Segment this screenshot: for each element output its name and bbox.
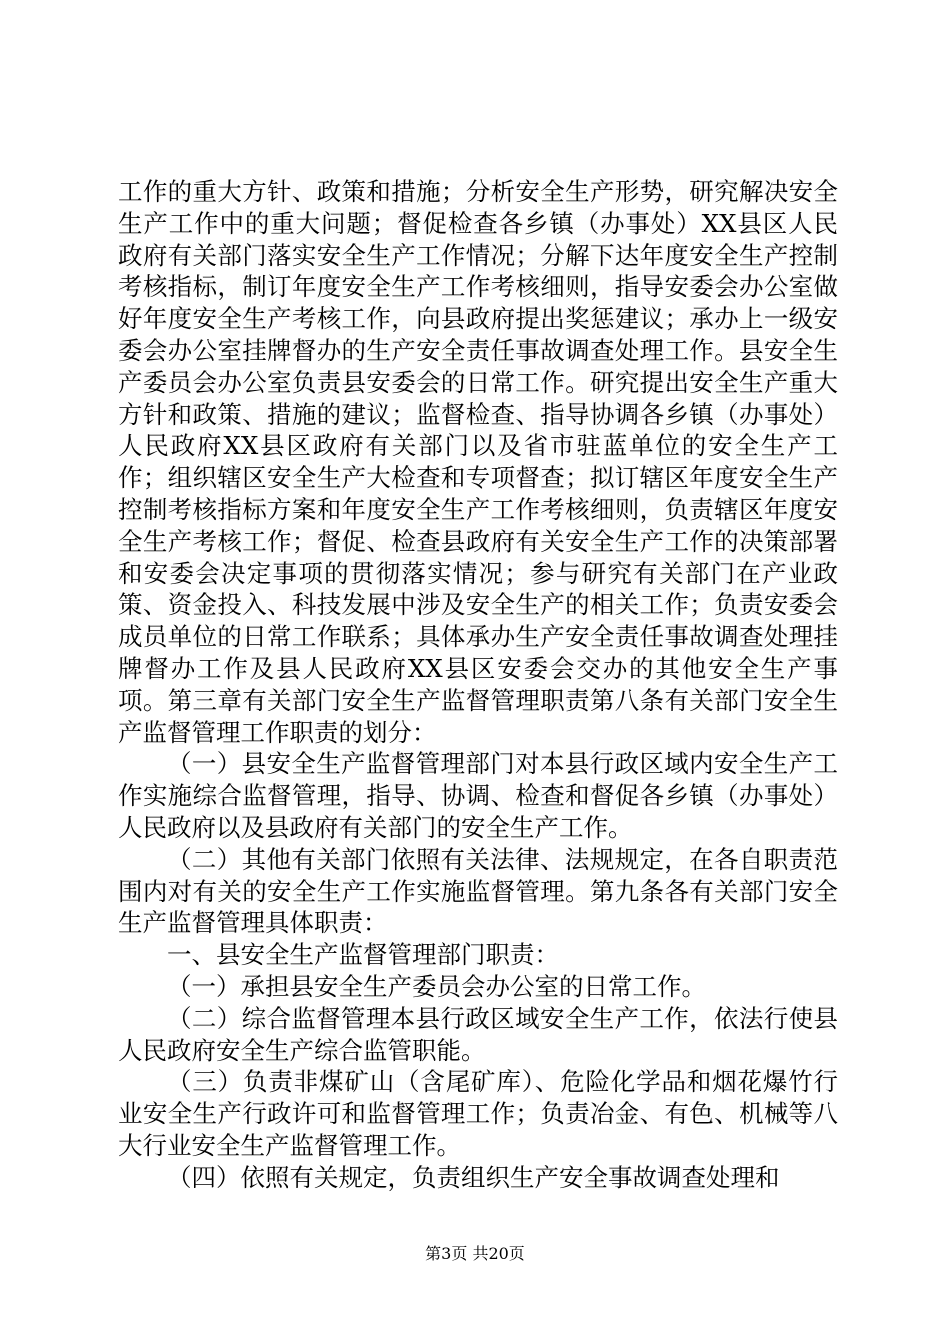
paragraph-6: （二）综合监督管理本县行政区域安全生产工作，依法行使县人民政府安全生产综合监管职能。	[118, 1003, 838, 1065]
paragraph-2: （一）县安全生产监督管理部门对本县行政区域内安全生产工作实施综合监督管理，指导、协调、检查和督促各乡镇（办事处）人民政府以及县政府有关部门的安全生产工作。	[118, 749, 838, 842]
paragraph-4: 一、县安全生产监督管理部门职责：	[167, 940, 559, 970]
paragraph-1: 工作的重大方针、政策和措施；分析安全生产形势，研究解决安全生产工作中的重大问题；督促检查各乡镇（办事处）XX县区人民政府有关部门落实安全生产工作情况；分解下达年度安全生产控制考核指标，制订年度安全生产工作考核细则，指导安委会办公室做好年度安全生产考核工作，向县政府提出奖惩建议；承办上一级安委会办公室挂牌督办的生产安全责任事故调查处理工作。县安全生产委员会办公室负责县安委会的日常工作。研究提出安全生产重大方针和政策、措施的建议；监督检查、指导协调各乡镇（办事处）人民政府XX县区政府有关部门以及省市驻蓝单位的安全生产工作；组织辖区安全生产大检查和专项督查；拟订辖区年度安全生产控制考核指标方案和年度安全生产工作考核细则，负责辖区年度安全生产考核工作；督促、检查县政府有关安全生产工作的决策部署和安委会决定事项的贯彻落实情况；参与研究有关部门在产业政策、资金投入、科技发展中涉及安全生产的相关工作；负责安委会成员单位的日常工作联系；具体承办生产安全责任事故调查处理挂牌督办工作及县人民政府XX县区安委会交办的其他安全生产事项。第三章有关部门安全生产监督管理职责第八条有关部门安全生产监督管理工作职责的划分：	[118, 177, 838, 747]
document-body	[118, 176, 838, 1194]
paragraph-5: （一）承担县安全生产委员会办公室的日常工作。	[167, 971, 706, 1001]
page-footer	[0, 1244, 950, 1264]
page-number: 第3页 共20页	[425, 1244, 525, 1263]
paragraph-8: （四）依照有关规定，负责组织生产安全事故调查处理和	[167, 1162, 780, 1192]
paragraph-7: （三）负责非煤矿山（含尾矿库）、危险化学品和烟花爆竹行业安全生产行政许可和监督管理工作；负责冶金、有色、机械等八大行业安全生产监督管理工作。	[118, 1067, 838, 1160]
paragraph-3: （二）其他有关部门依照有关法律、法规规定，在各自职责范围内对有关的安全生产工作实施监督管理。第九条各有关部门安全生产监督管理具体职责：	[118, 844, 838, 938]
